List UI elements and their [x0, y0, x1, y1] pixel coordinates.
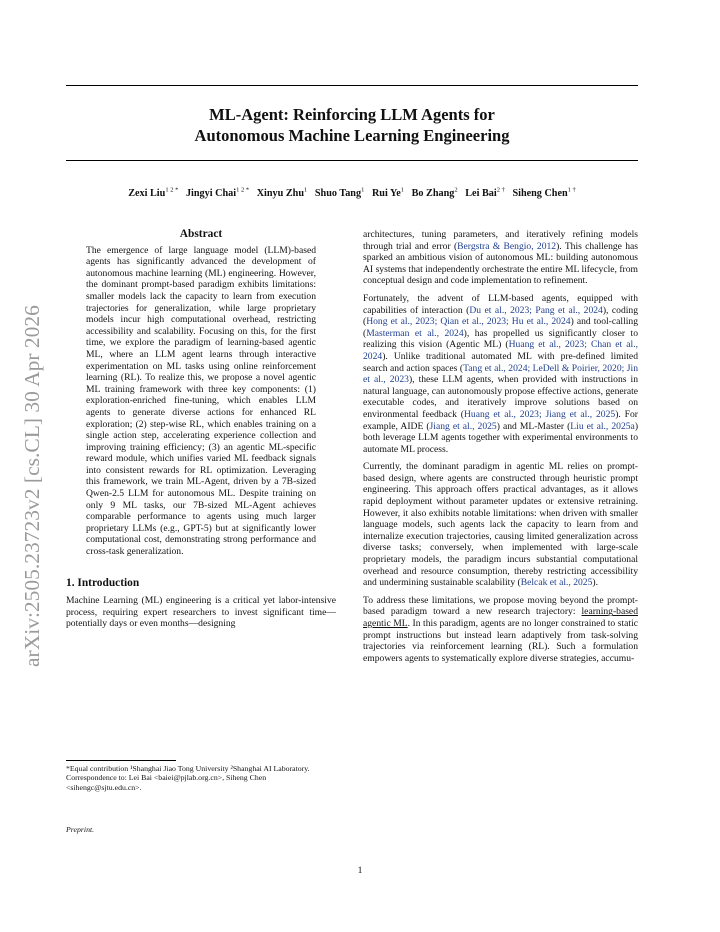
right-column [363, 229, 638, 670]
author: Shuo Tang$^1$ [314, 187, 365, 200]
section-heading-introduction: 1. Introduction [66, 576, 140, 589]
author: Bo Zhang$^2$ [411, 187, 458, 200]
arxiv-identifier [12, 262, 48, 672]
preprint-label: Preprint. [66, 825, 95, 834]
author: Rui Ye$^1$ [371, 187, 404, 200]
footnotes [66, 760, 336, 792]
paragraph: To address these limitations, we propose moving beyond the prompt-based paradigm toward a new research trajectory: learning-based agentic ML. In this paradigm, agents are no longer constrained to static prompt instructions but instead learn adaptively from task-solving trajectories via reinforcement learning (RL). Such a formulation empowers agents to systematically explore diverse strategies, accumu- [363, 594, 638, 664]
citation-link[interactable]: Belcak et al., 2025 [520, 577, 593, 589]
citation-link[interactable]: Du et al., 2023; Pang et al., 2024 [469, 304, 603, 316]
author: Siheng Chen$^{1 \dagger}$ [512, 187, 576, 200]
citation-link[interactable]: Jiang et al., 2025 [429, 420, 497, 432]
author: Lei Bai$^{2 \dagger}$ [465, 187, 505, 200]
citation-link[interactable]: Tang et al., 2024; LeDell & Poirier, 2020; Jin et al., 2023 [363, 362, 638, 386]
abstract-heading: Abstract [179, 228, 223, 240]
arxiv-id-text: arXiv:2505.23723v2 [cs.CL] 30 Apr 2026 [20, 305, 44, 667]
footnote-affiliations: *Equal contribution ¹Shanghai Jiao Tong University ²Shanghai AI Laboratory. Correspondence to: Lei Bai <baiei@pjlab.org.cn>, Siheng Chen <sihengc@sjtu.edu.cn>. [66, 764, 310, 792]
abstract-text: The emergence of large language model (LLM)-based agents has significantly advanced the development of autonomous machine learning (ML) engineering. However, the dominant prompt-based paradigm exhibits limitations: smaller models lack the capacity to learn from execution trajectories for generalization, while large proprietary models incur high computational overhead, restricting accessibility and scalability. Focusing on this, for the first time, we explore the paradigm of learning-based agentic ML, where an LLM agent learns through interactive experimentation on ML tasks using online reinforcement learning (RL). To realize this, we propose a novel agentic ML training framework with three key components: (1) exploration-enriched fine-tuning, which enables LLM agents to generate diverse actions for enhanced RL exploration; (2) step-wise RL, which enables training on a single action step, accelerating experience collection and improving training efficiency; (3) an agentic ML-specific reward module, which unifies varied ML feedback signals into consistent rewards for RL optimization. Leveraging this framework, we train ML-Agent, driven by a 7B-sized Qwen-2.5 LLM for autonomous ML. Despite training on only 9 ML tasks, our 7B-sized ML-Agent achieves comparable performance to agents using much larger proprietary LLMs (e.g., GPT-5) but at significantly lower computational cost, demonstrating strong performance and cross-task generalization. [86, 244, 316, 558]
title-line-1: ML-Agent: Reinforcing LLM Agents for [209, 105, 495, 124]
citation-link[interactable]: Masterman et al., 2024 [366, 327, 464, 339]
author: Zexi Liu$^{1 2 *}$ [128, 187, 179, 200]
title-line-2: Autonomous Machine Learning Engineering [194, 126, 510, 145]
citation-link[interactable]: Huang et al., 2023; Chan et al., 2024 [363, 339, 638, 362]
intro-paragraph: Machine Learning (ML) engineering is a critical yet labor-intensive process, requiring expert researchers to invest significant time—potentially days or even months—designing [66, 595, 336, 630]
paragraph: Fortunately, the advent of LLM-based agents, equipped with capabilities of interaction (Du et al., 2023; Pang et al., 2024), coding (Hong et al., 2023; Qian et al., 2023; Hu et al., 2024) and tool-calling (Masterman et al., 2024), has propelled us significantly closer to realizing this vision (Agentic ML) (Huang et al., 2023; Chan et al., 2024). Unlike traditional automated ML with pre-defined limited search and action spaces (Tang et al., 2024; LeDell & Poirier, 2020; Jin et al., 2023), these LLM agents, when provided with instructions in natural language, can autonomously propose effective actions, generate executable codes, and iteratively improve solutions based on environmental feedback (Huang et al., 2023; Jiang et al., 2025). For example, AIDE (Jiang et al., 2025) and ML-Master (Liu et al., 2025a) both leverage LLM agents together with experimental environments to automate ML process. [363, 292, 639, 455]
paragraph: Currently, the dominant paradigm in agentic ML relies on prompt-based design, where agents are constructed through heuristic prompt engineering. This approach offers practical advantages, as it allows rapid deployment without parameter updates or extensive retraining. However, it also exhibits notable limitations: when driven with smaller language models, such agents lack the capacity to learn from and internalize execution trajectories, causing limited generalization across diverse tasks; conversely, when implemented with large-scale proprietary models, the paradigm incurs substantial computational overhead and resource consumption, thereby restricting accessibility and undermining sustainable scalability (Belcak et al., 2025). [363, 461, 638, 589]
author: Jingyi Chai$^{1 2 *}$ [185, 187, 250, 200]
author: Xinyu Zhu$^1$ [256, 187, 308, 200]
citation-link[interactable]: Huang et al., 2023; Jiang et al., 2025 [463, 408, 616, 420]
paragraph: architectures, tuning parameters, and iteratively refining models through trial and error (Bergstra & Bengio, 2012). This challenge has sparked an ambitious vision of autonomous ML: building autonomous AI systems that independently orchestrate the entire ML lifecycle, from conceptual design and code implementation to refinement. [363, 229, 638, 287]
page-number: 1 [357, 865, 363, 876]
citation-link[interactable]: Bergstra & Bengio, 2012 [457, 240, 557, 252]
footnote-rule [66, 760, 176, 761]
left-column [66, 0, 336, 636]
citation-link[interactable]: Hong et al., 2023; Qian et al., 2023; Hu et al., 2024 [366, 316, 571, 328]
emphasized-term: learning-based agentic ML [363, 606, 638, 629]
citation-link[interactable]: Liu et al., 2025a [570, 420, 635, 432]
